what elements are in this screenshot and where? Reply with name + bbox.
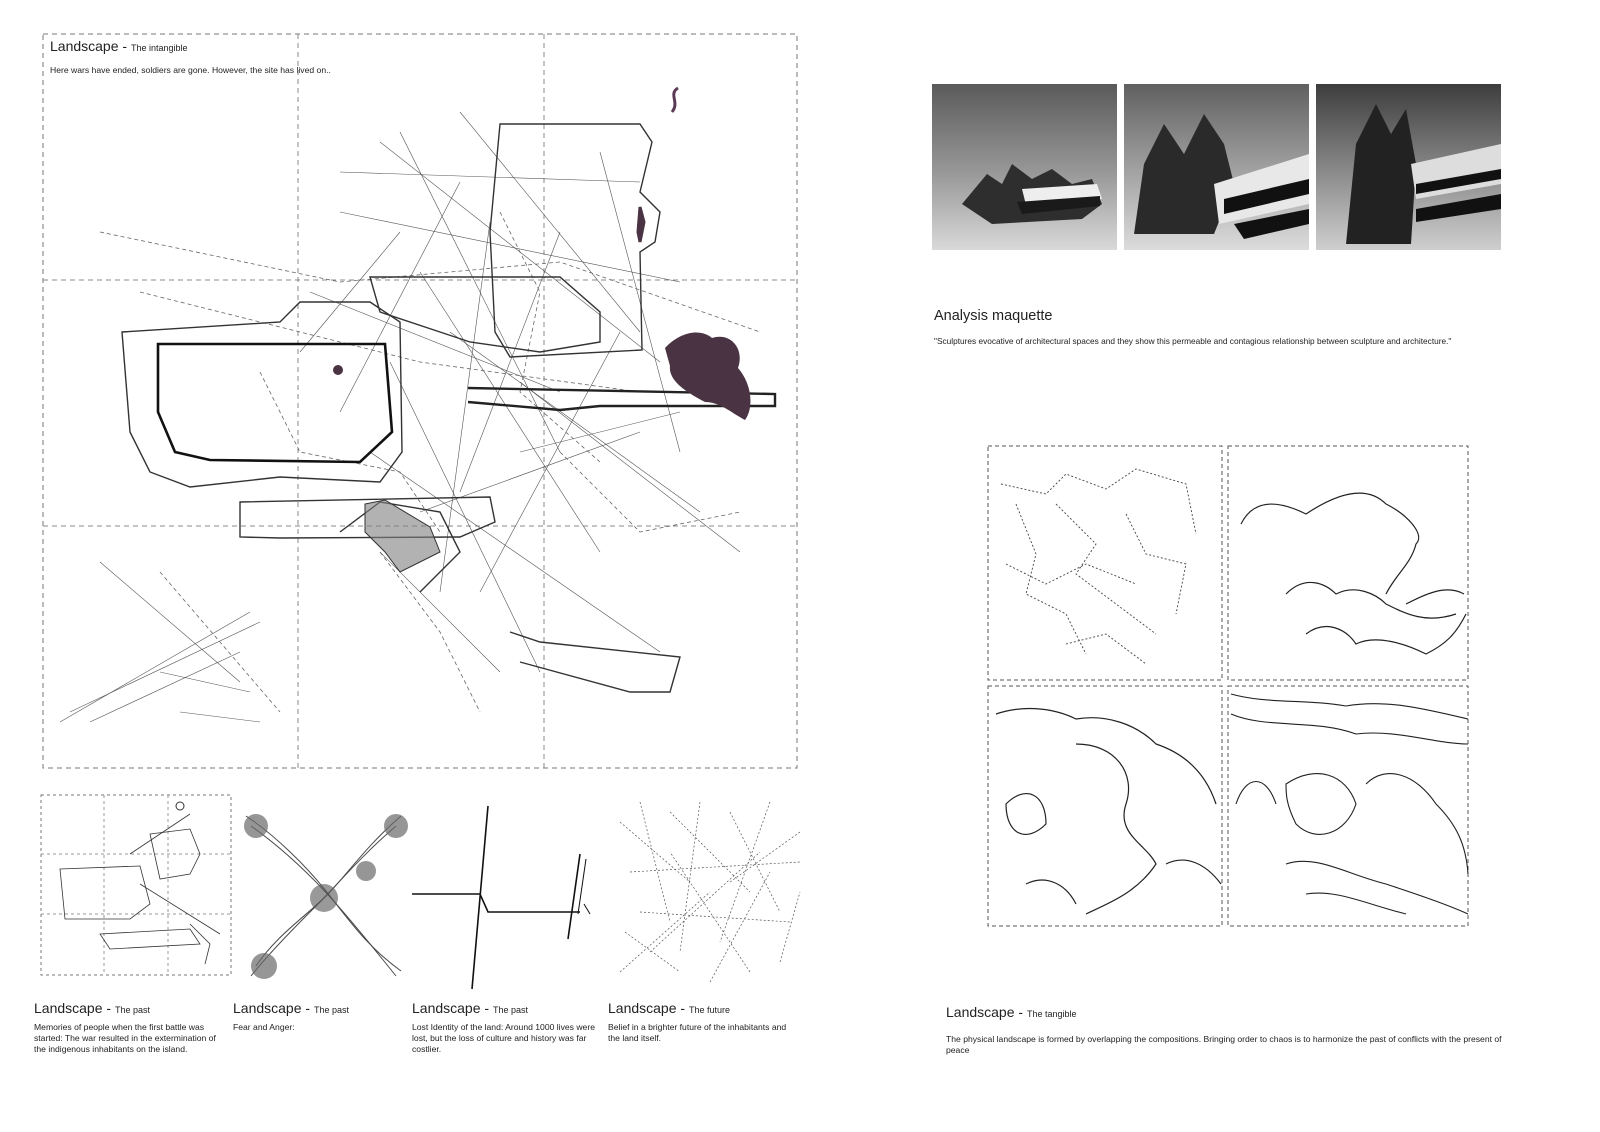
past-1-title: Landscape - The past [34,1000,150,1016]
maquette-photo-2 [1124,84,1309,250]
fear-anger-drawing [236,806,414,984]
future-caption: Belief in a brighter future of the inhabitants and the land itself. [608,1022,787,1043]
past-1-title-text: Landscape [34,1000,103,1016]
tangible-caption: The physical landscape is formed by overlapping the compositions. Bringing order to chaos is to harmonize the past of conflicts with the present of peace [946,1034,1502,1055]
ink-squiggle [672,88,678,112]
maquette-sculpture-1 [932,84,1117,250]
past-3-title: Landscape - The past [412,1000,528,1016]
past-1-subtitle: The past [114,1005,150,1015]
maquette-photo-1 [932,84,1117,250]
future-title: Landscape - The future [608,1000,730,1016]
maquette-photo-3 [1316,84,1501,250]
past-2-caption: Fear and Anger: [233,1022,295,1032]
past-2-subtitle: The past [313,1005,349,1015]
past-3-caption: Lost Identity of the land: Around 1000 lives were lost, but the loss of culture and history was far costlier. [412,1022,595,1054]
tangible-subtitle: The tangible [1026,1009,1077,1019]
maquette-title: Analysis maquette [934,308,1053,324]
maquette-sculpture-3 [1316,84,1501,250]
lost-identity-drawing [410,804,600,992]
ink-mark [638,207,644,242]
bold-outline [158,344,392,462]
tangible-title: Landscape - The tangible [946,1004,1077,1020]
scratch-lines [60,112,740,722]
tangible-contour-grid [986,444,1472,928]
past-memories-drawing [40,794,232,976]
intangible-landscape-drawing [40,32,800,772]
dashed-strokes [100,212,760,712]
main-panel-title-text: Landscape [50,38,119,54]
tile-contours-4 [1231,694,1468,914]
contour-lines [122,124,680,692]
future-drawing [610,792,810,988]
future-subtitle: The future [688,1005,730,1015]
main-panel-subtitle: The intangible [130,43,188,53]
past-3-title-text: Landscape [412,1000,481,1016]
past-2-title-text: Landscape [233,1000,302,1016]
past-1-caption: Memories of people when the first battle was started: The war resulted in the extermination of the indigenous inhabitants on the island. [34,1022,216,1054]
tangible-title-text: Landscape [946,1004,1015,1020]
tile-contours-3 [996,709,1221,914]
past-2-title: Landscape - The past [233,1000,349,1016]
past-3-subtitle: The past [492,1005,528,1015]
main-panel-caption: Here wars have ended, soldiers are gone. However, the site has lived on.. [50,65,331,75]
main-panel-title: Landscape - The intangible [50,38,188,54]
maquette-quote: "Sculptures evocative of architectural spaces and they show this permeable and contagious relationship between sculpture and architecture." [934,336,1452,346]
tile-dotted-network [1001,469,1196,664]
future-title-text: Landscape [608,1000,677,1016]
ink-dot [333,365,343,375]
tile-contours-2 [1241,493,1466,654]
maquette-sculpture-2 [1124,84,1309,250]
